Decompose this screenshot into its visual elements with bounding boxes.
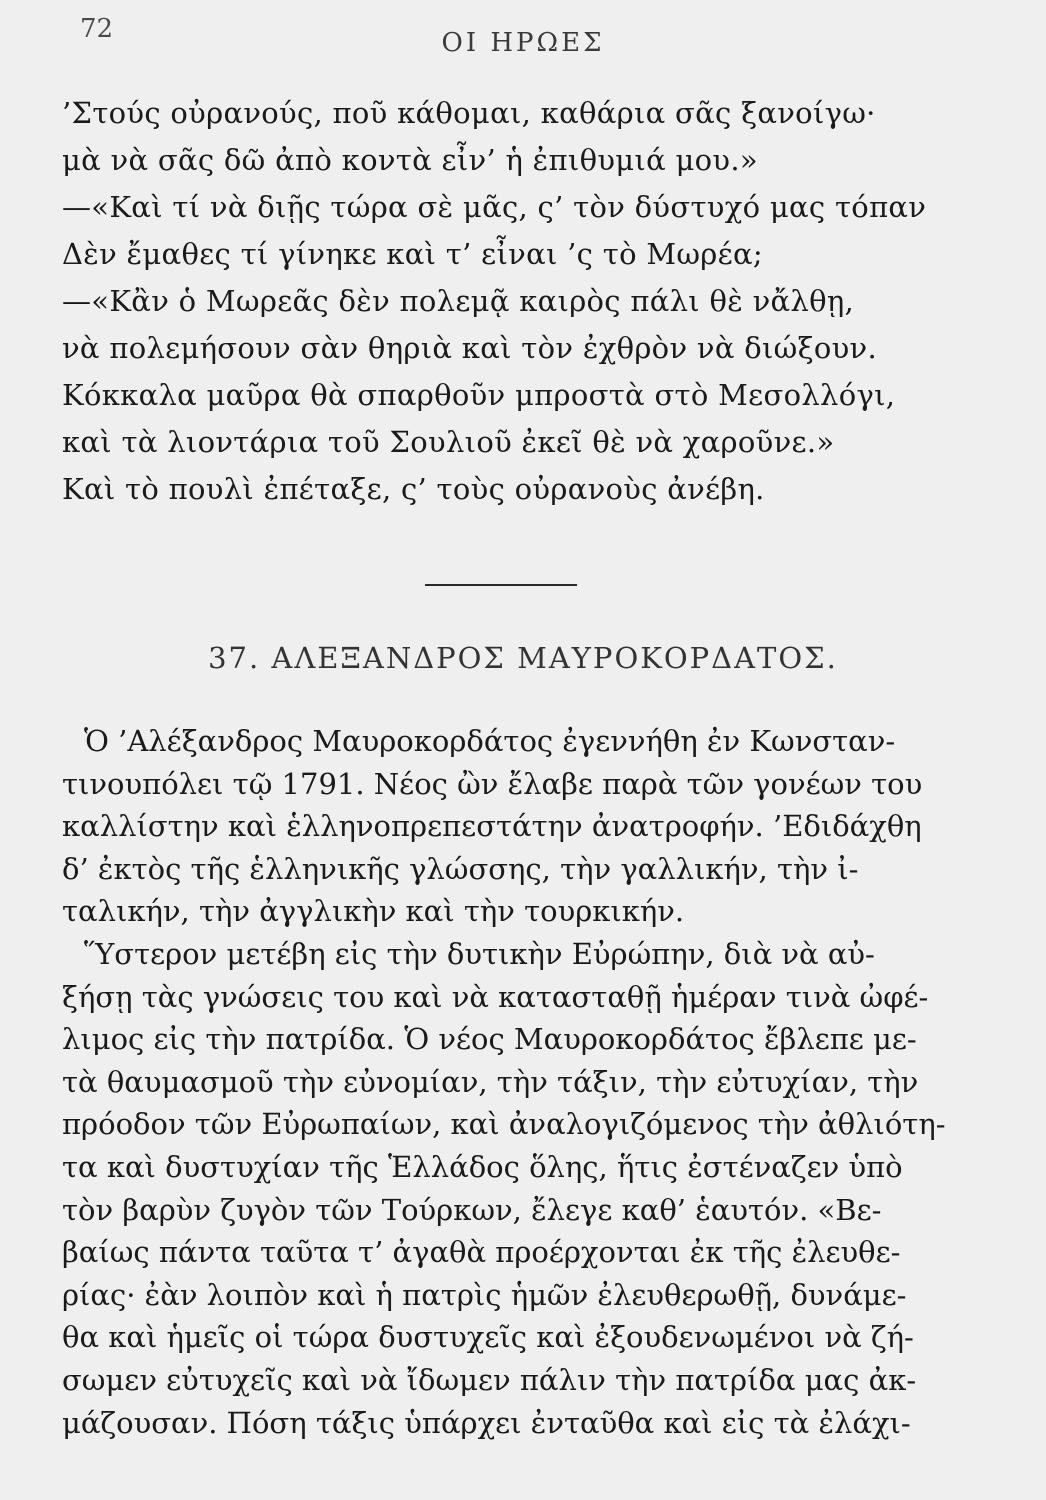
text-line: δ’ ἐκτὸς τῆς ἑλληνικῆς γλώσσης, τὴν γαλλικήν, τὴν ἰ- bbox=[62, 851, 859, 886]
text-line: Ὁ ’Αλέξανδρος Μαυροκορδάτος ἐγεννήθη ἐν Κωνσταν- bbox=[84, 724, 896, 758]
section-separator bbox=[425, 584, 577, 586]
poem-line: Δὲν ἔμαθες τί γίνηκε καὶ τ’ εἶναι ’ς τὸ Μωρέα; bbox=[62, 237, 763, 271]
poem-line: μὰ νὰ σᾶς δῶ ἀπὸ κοντὰ εἶν’ ἡ ἐπιθυμιά μου.» bbox=[62, 143, 758, 177]
text-line: ρίας· ἐὰν λοιπὸν καὶ ἡ πατρὶς ἡμῶν ἐλευθερωθῇ, δυνάμε- bbox=[62, 1277, 907, 1312]
section-heading: 37. ΑΛΕΞΑΝΔΡΟΣ ΜΑΥΡΟΚΟΡΔΑΤΟΣ. bbox=[208, 641, 838, 675]
text-line: τὰ θαυμασμοῦ τὴν εὐνομίαν, τὴν τάξιν, τὴν εὐτυχίαν, τὴν bbox=[62, 1064, 919, 1099]
running-head: ΟΙ ΗΡΩΕΣ bbox=[441, 28, 605, 58]
page-number: 72 bbox=[80, 14, 114, 44]
text-line: τα καὶ δυστυχίαν τῆς Ἑλλάδος ὅλης, ἥτις ἐστέναζεν ὑπὸ bbox=[62, 1149, 903, 1184]
text-line: βαίως πάντα ταῦτα τ’ ἀγαθὰ προέρχονται ἐκ τῆς ἐλευθε- bbox=[62, 1235, 901, 1270]
text-line: λιμος εἰς τὴν πατρίδα. Ὁ νέος Μαυροκορδάτος ἔβλεπε με- bbox=[62, 1022, 917, 1057]
poem-line: νὰ πολεμήσουν σὰν θηριὰ καὶ τὸν ἐχθρὸν νὰ διώξουν. bbox=[62, 331, 878, 365]
text-line: πρόοδον τῶν Εὐρωπαίων, καὶ ἀναλογιζόμενος τὴν ἀθλιότη- bbox=[62, 1107, 946, 1142]
text-line: μάζουσαν. Πόση τάξις ὑπάρχει ἐνταῦθα καὶ εἰς τὰ ἐλάχι- bbox=[62, 1405, 911, 1440]
poem-line: ’Στούς οὐρανούς, ποῦ κάθομαι, καθάρια σᾶς ξανοίγω· bbox=[62, 96, 876, 130]
text-line: ταλικήν, τὴν ἀγγλικὴν καὶ τὴν τουρκικήν. bbox=[62, 894, 685, 929]
paragraph bbox=[62, 933, 992, 1444]
poem-line: Κόκκαλα μαῦρα θὰ σπαρθοῦν μπροστὰ στὸ Μεσολλόγι, bbox=[62, 378, 896, 412]
text-line: σωμεν εὐτυχεῖς καὶ νὰ ἴδωμεν πάλιν τὴν πατρίδα μας ἀκ- bbox=[62, 1362, 917, 1397]
poem-line: Καὶ τὸ πουλὶ ἐπέταξε, ς’ τοὺς οὐρανοὺς ἀνέβη. bbox=[62, 472, 765, 506]
paragraph bbox=[62, 720, 992, 933]
text-line: τὸν βαρὺν ζυγὸν τῶν Τούρκων, ἔλεγε καθ’ ἑαυτόν. «Βε- bbox=[62, 1192, 882, 1227]
poem bbox=[62, 90, 982, 513]
body-text bbox=[62, 720, 992, 1444]
poem-line: —«Καὶ τί νὰ διῇς τώρα σὲ μᾶς, ς’ τὸν δύστυχό μας τόπαν bbox=[62, 190, 927, 224]
text-line: τινουπόλει τῷ 1791. Νέος ὢν ἔλαβε παρὰ τῶν γονέων του bbox=[62, 766, 923, 801]
text-line: καλλίστην καὶ ἑλληνοπρεπεστάτην ἀνατροφήν. ’Εδιδάχθη bbox=[62, 809, 922, 844]
poem-line: —«Κἂν ὁ Μωρεᾶς δὲν πολεμᾷ καιρὸς πάλι θὲ νἄλθῃ, bbox=[62, 284, 855, 318]
text-line: Ὕστερον μετέβη εἰς τὴν δυτικὴν Εὐρώπην, διὰ νὰ αὐ- bbox=[84, 936, 875, 971]
text-line: ξήσῃ τὰς γνώσεις του καὶ νὰ κατασταθῇ ἡμέραν τινὰ ὠφέ- bbox=[62, 979, 929, 1014]
text-line: θα καὶ ἡμεῖς οἱ τώρα δυστυχεῖς καὶ ἐξουδενωμένοι νὰ ζή- bbox=[62, 1320, 914, 1355]
poem-line: καὶ τὰ λιοντάρια τοῦ Σουλιοῦ ἐκεῖ θὲ νὰ χαροῦνε.» bbox=[62, 425, 835, 459]
